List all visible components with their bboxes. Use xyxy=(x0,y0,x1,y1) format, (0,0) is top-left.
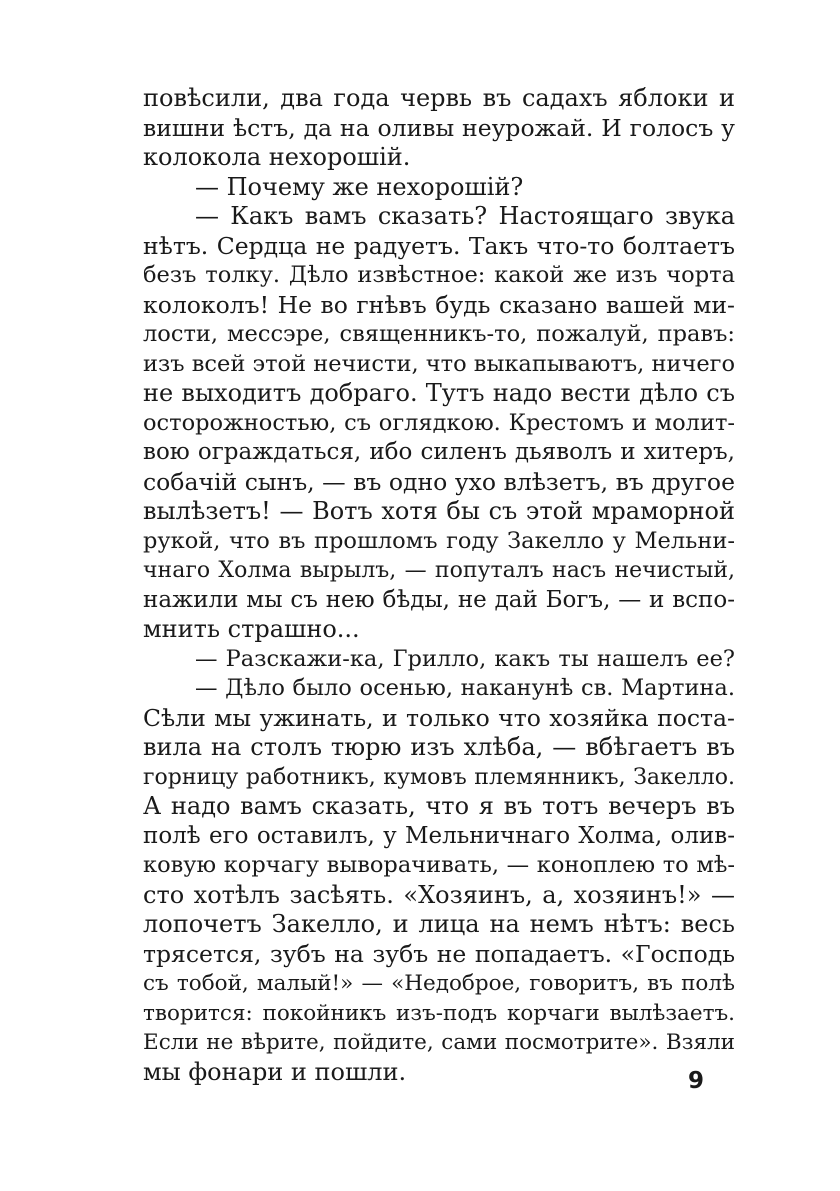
text-line: лости, мессэре, священникъ-то, пожалуй, правъ: xyxy=(143,321,735,347)
text-line: — Какъ вамъ сказать? Настоящаго звука xyxy=(195,202,735,230)
text-line: рукой, что въ прошломъ году Закелло у Мельни- xyxy=(143,527,735,554)
text-line: вила на столъ тюрю изъ хлѣба, — вбѣгаетъ въ xyxy=(143,733,735,761)
text-line: горницу работникъ, кумовъ племянникъ, Закелло. xyxy=(143,764,735,790)
text-line: съ тобой, малый!» — «Недоброе, говоритъ, въ полѣ xyxy=(143,971,735,996)
text-line: безъ толку. Дѣло извѣстное: какой же изъ чорта xyxy=(143,262,735,288)
text-line: вишни ѣстъ, да на оливы неурожай. И голосъ у xyxy=(143,113,735,142)
text-line: колокола нехорошій. xyxy=(143,143,411,171)
text-line: колоколъ! Не во гнѣвъ будь сказано вашей ми- xyxy=(143,290,735,319)
body-text xyxy=(143,84,735,1087)
text-line: Если не вѣрите, пойдите, сами посмотрите». Взяли xyxy=(143,1030,735,1055)
text-line: собачій сынъ, — въ одно ухо влѣзетъ, въ другое xyxy=(143,467,735,496)
text-line: сто хотѣлъ засѣять. «Хозяинъ, а, хозяинъ!» — xyxy=(143,880,735,909)
text-line: Сѣли мы ужинать, и только что хозяйка поста- xyxy=(143,703,735,732)
text-line: — Почему же нехорошій? xyxy=(195,172,524,201)
text-line: творится: покойникъ изъ-подъ корчаги вылѣзаетъ. xyxy=(143,1000,735,1026)
text-line: вою ограждаться, ибо силенъ дьяволъ и хитеръ, xyxy=(143,439,735,465)
text-line: мнить страшно... xyxy=(143,615,360,643)
page-number: 9 xyxy=(688,1068,705,1094)
text-line: чнаго Холма вырылъ, — попуталъ насъ нечистый, xyxy=(143,558,735,583)
text-line: нѣтъ. Сердца не радуетъ. Такъ что-то болтаетъ xyxy=(143,231,735,260)
text-line: мы фонари и пошли. xyxy=(143,1057,407,1086)
text-line: осторожностью, съ оглядкою. Крестомъ и молит- xyxy=(143,409,735,436)
text-line: изъ всей этой нечисти, что выкапываютъ, ничего xyxy=(143,350,735,377)
text-line: ковую корчагу выворачивать, — коноплею то мѣ- xyxy=(143,852,735,878)
text-line: лопочетъ Закелло, и лица на немъ нѣтъ: весь xyxy=(143,910,735,938)
text-line: нажили мы съ нею бѣды, не дай Богъ, — и вспо- xyxy=(143,586,735,613)
text-line: — Разскажи-ка, Грилло, какъ ты нашелъ ее? xyxy=(195,645,735,672)
text-line: трясется, зубъ на зубъ не попадаетъ. «Господь xyxy=(143,939,735,968)
text-line: полѣ его оставилъ, у Мельничнаго Холма, олив- xyxy=(143,822,735,849)
text-line: — Дѣло было осенью, наканунѣ св. Мартина. xyxy=(195,675,735,701)
text-line: повѣсили, два года червь въ садахъ яблоки и xyxy=(143,84,735,112)
text-line: не выходитъ добраго. Тутъ надо вести дѣло съ xyxy=(143,379,735,407)
text-line: вылѣзетъ! — Вотъ хотя бы съ этой мраморной xyxy=(143,497,735,525)
text-line: А надо вамъ сказать, что я въ тотъ вечеръ въ xyxy=(143,792,735,820)
